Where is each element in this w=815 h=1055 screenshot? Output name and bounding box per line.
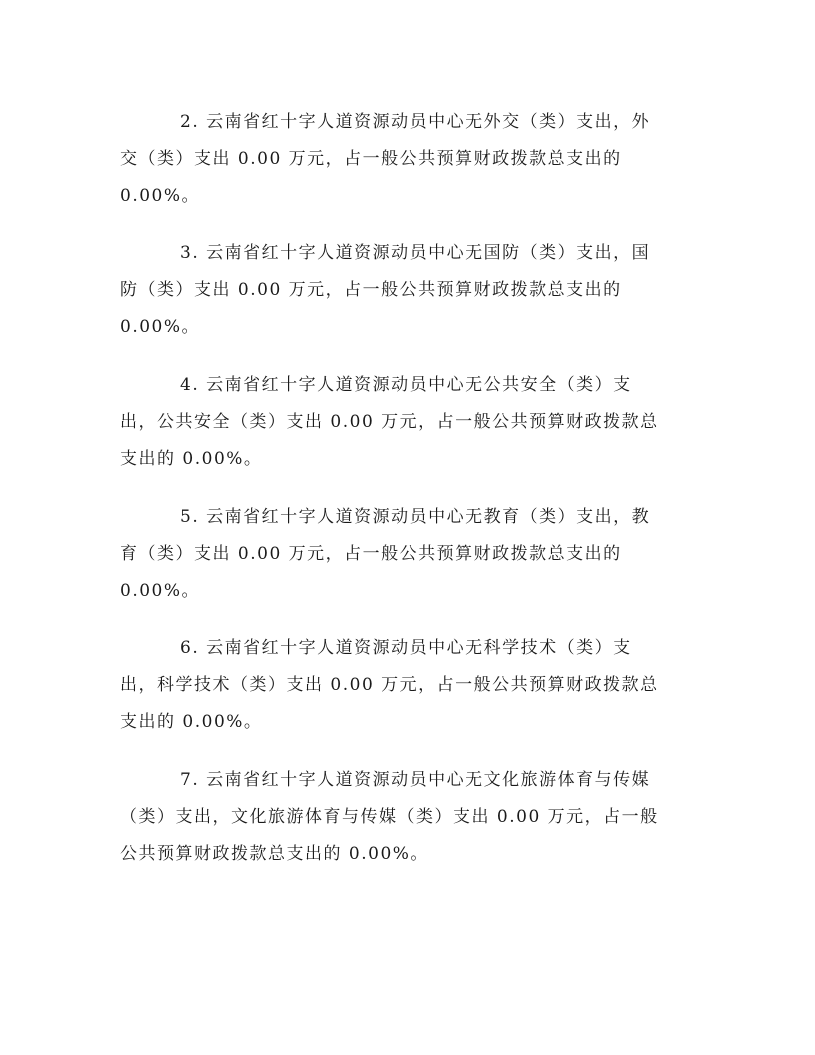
paragraph-line: 支出的 0.00%。 [120,449,263,469]
paragraph-line: 0.00%。 [120,581,201,601]
paragraph-line: 5. 云南省红十字人道资源动员中心无教育（类）支出，教 [180,507,651,527]
paragraph-line: 7. 云南省红十字人道资源动员中心无文化旅游体育与传媒 [180,770,651,790]
paragraph-line: 出，科学技术（类）支出 0.00 万元，占一般公共预算财政拨款总 [120,675,659,695]
paragraph-line: 出，公共安全（类）支出 0.00 万元，占一般公共预算财政拨款总 [120,412,659,432]
paragraph-line: 3. 云南省红十字人道资源动员中心无国防（类）支出，国 [180,243,651,263]
paragraph-line: 防（类）支出 0.00 万元，占一般公共预算财政拨款总支出的 [120,280,622,300]
paragraph-line: 0.00%。 [120,186,201,206]
paragraph-line: 2. 云南省红十字人道资源动员中心无外交（类）支出，外 [180,112,651,132]
paragraph-line: 0.00%。 [120,317,201,337]
paragraph-line: 4. 云南省红十字人道资源动员中心无公共安全（类）支 [180,375,632,395]
paragraph-line: 6. 云南省红十字人道资源动员中心无科学技术（类）支 [180,638,632,658]
paragraph-line: 支出的 0.00%。 [120,712,263,732]
paragraph-line: 育（类）支出 0.00 万元，占一般公共预算财政拨款总支出的 [120,544,622,564]
paragraph-line: 交（类）支出 0.00 万元，占一般公共预算财政拨款总支出的 [120,149,622,169]
paragraph-line: 公共预算财政拨款总支出的 0.00%。 [120,844,429,864]
paragraph-line: （类）支出，文化旅游体育与传媒（类）支出 0.00 万元，占一般 [120,807,659,827]
